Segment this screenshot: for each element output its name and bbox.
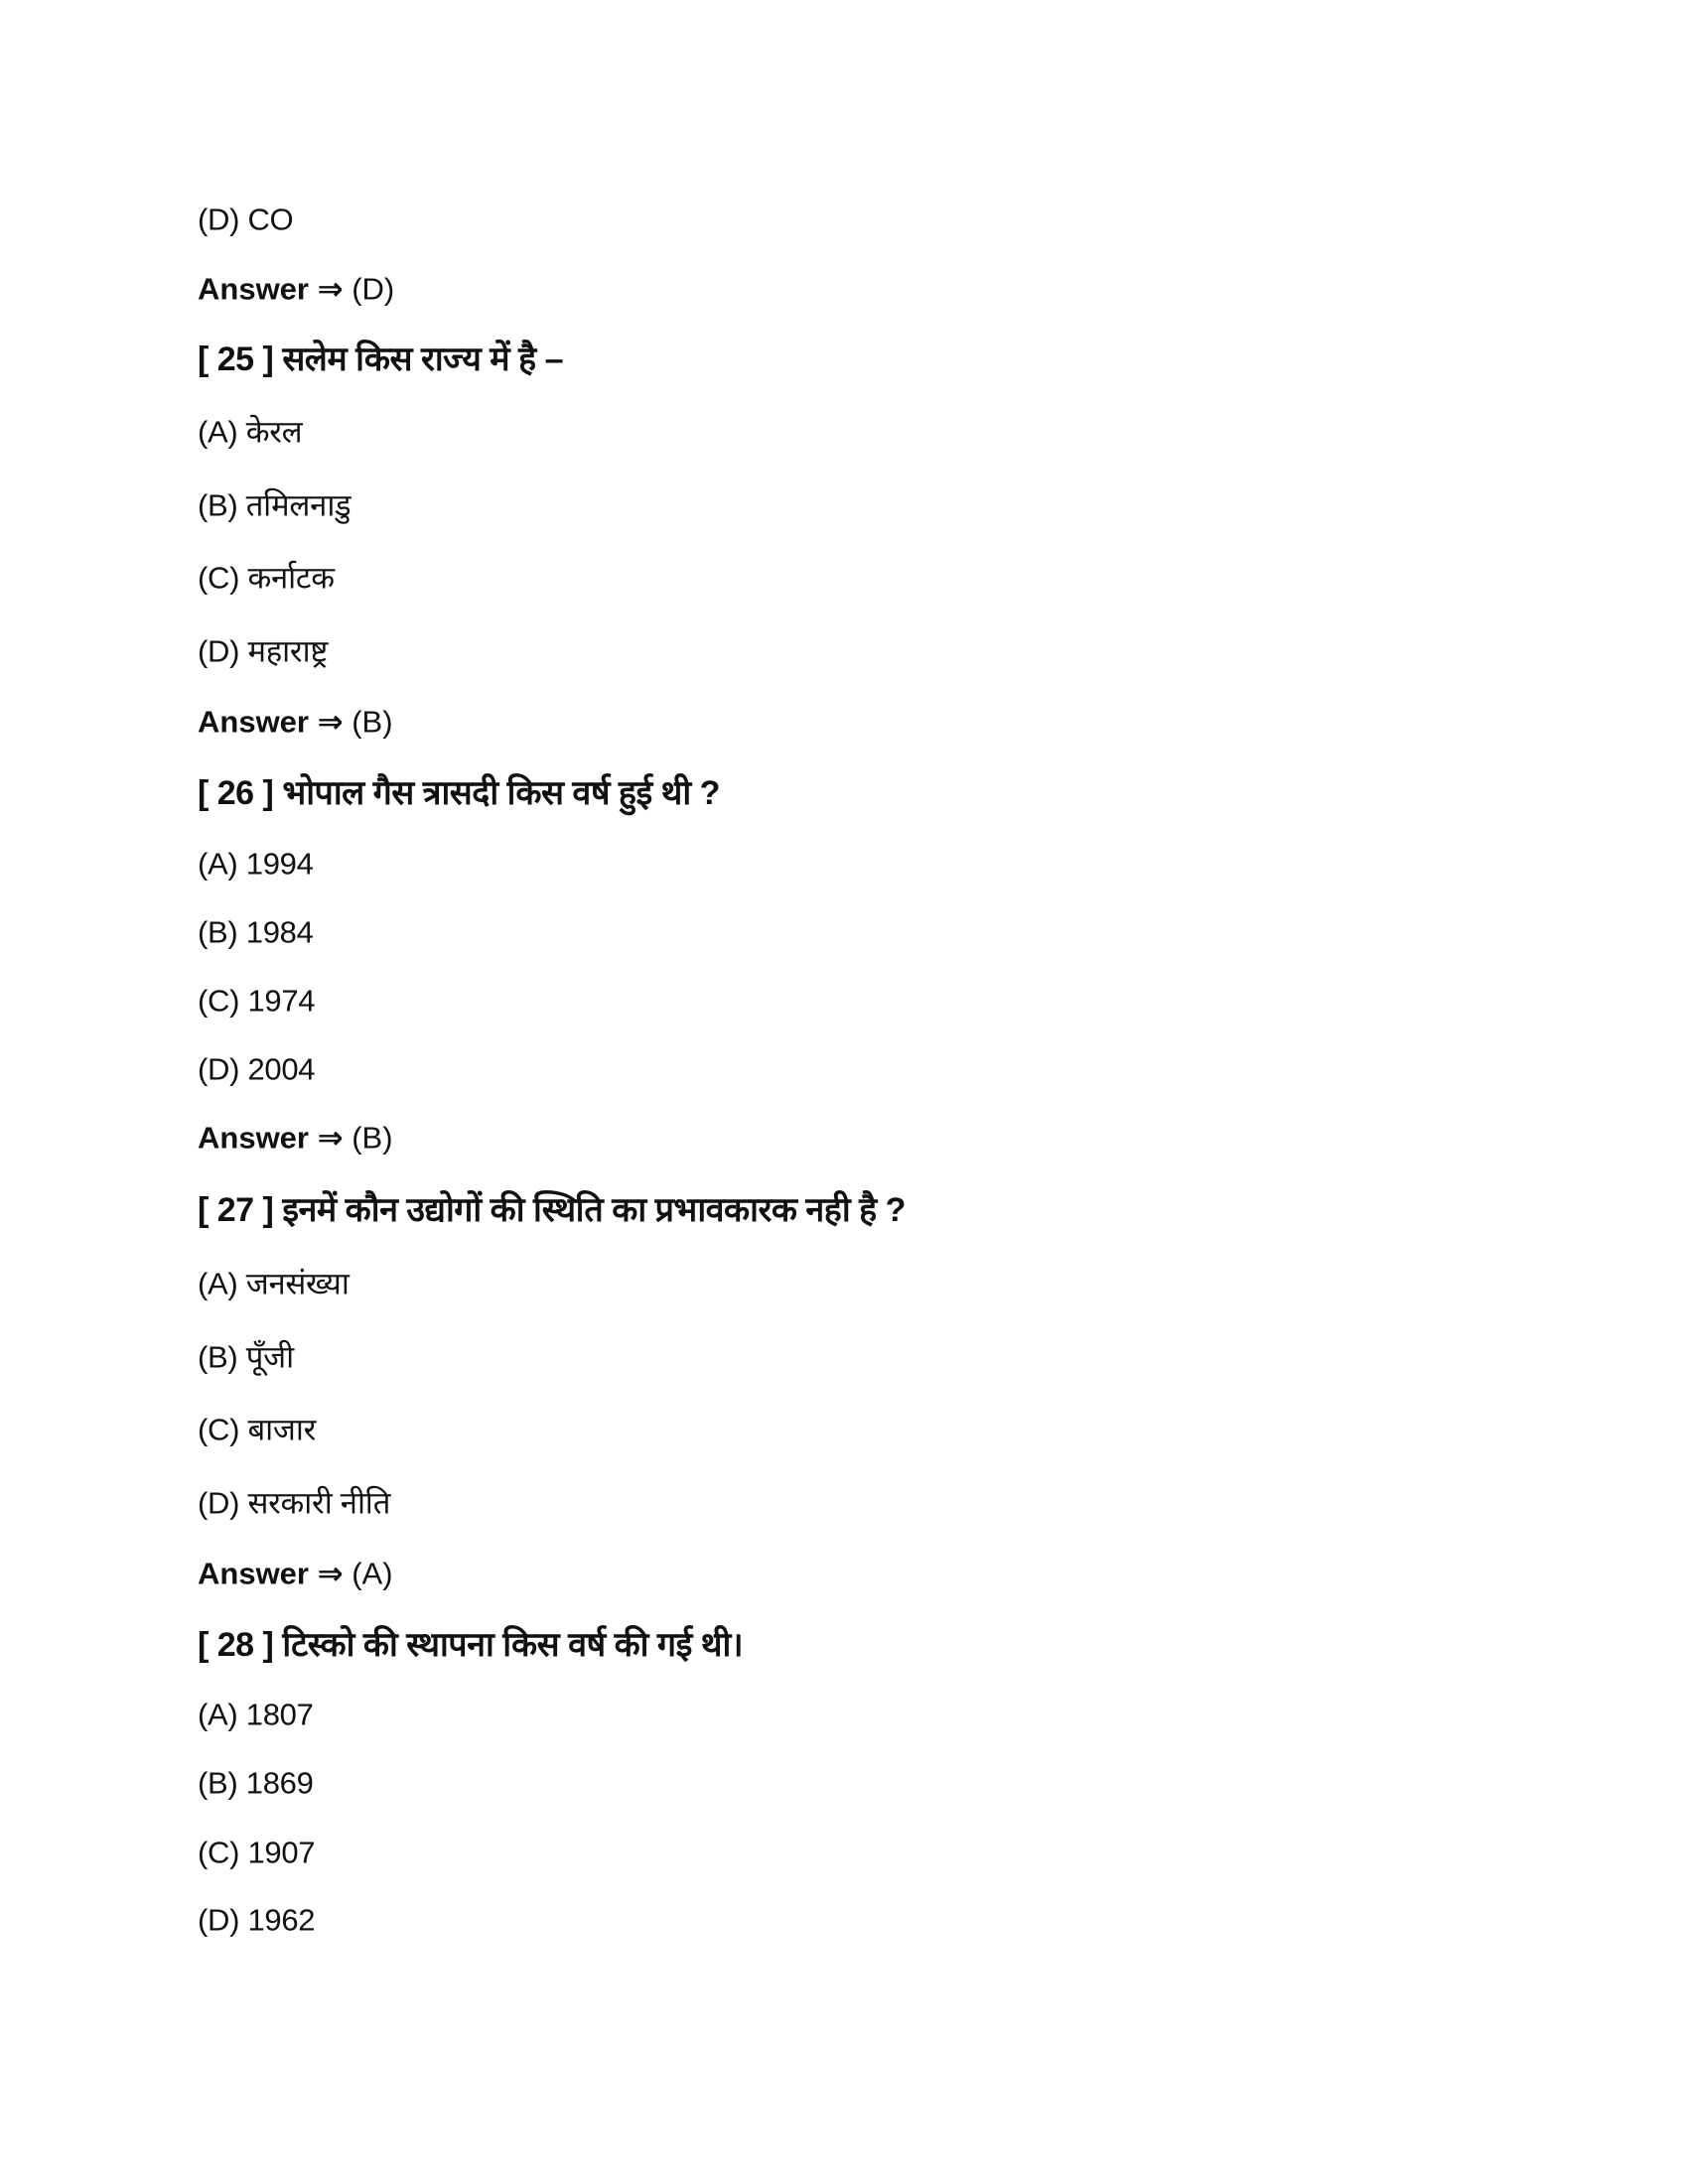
option-label: (A)	[198, 414, 238, 450]
question-number: [ 28 ]	[198, 1626, 274, 1664]
option-label: (B)	[198, 1339, 238, 1375]
question-26-answer	[198, 1120, 393, 1156]
question-25-option-a	[198, 414, 303, 450]
question-28-option-b	[198, 1765, 314, 1801]
answer-line-previous	[198, 271, 395, 307]
option-label: (D)	[198, 1051, 240, 1087]
option-label: (D)	[198, 1485, 240, 1521]
answer-arrow-icon: ⇒	[317, 704, 344, 740]
option-label: (C)	[198, 1412, 240, 1447]
option-text: CO	[247, 202, 294, 237]
option-label: (C)	[198, 1835, 240, 1870]
question-28-heading	[198, 1628, 743, 1662]
answer-arrow-icon: ⇒	[317, 1556, 344, 1591]
option-text: सरकारी नीति	[247, 1485, 391, 1521]
option-label: (D)	[198, 202, 240, 237]
option-label: (A)	[198, 1266, 238, 1301]
question-26-option-d	[198, 1051, 316, 1087]
option-text: 1807	[245, 1697, 314, 1732]
option-text: कर्नाटक	[247, 560, 335, 596]
option-d-previous	[198, 202, 294, 237]
question-27-option-b	[198, 1339, 294, 1375]
question-number: [ 26 ]	[198, 774, 274, 812]
question-27-answer	[198, 1556, 393, 1591]
question-26-option-b	[198, 914, 314, 950]
question-26-heading	[198, 776, 720, 810]
option-label: (B)	[198, 914, 238, 950]
option-label: (C)	[198, 560, 240, 596]
answer-value: (A)	[352, 1556, 393, 1591]
question-25-answer	[198, 704, 393, 740]
question-text: टिस्को की स्थापना किस वर्ष की गई थी।	[282, 1626, 744, 1664]
option-text: तमिलनाडु	[245, 487, 352, 523]
question-text: इनमें कौन उद्योगों की स्थिति का प्रभावकारक नही है ?	[282, 1191, 906, 1229]
option-text: 1984	[245, 914, 314, 950]
question-25-option-d	[198, 633, 329, 669]
answer-arrow-icon: ⇒	[317, 271, 344, 307]
option-text: पूँजी	[245, 1339, 294, 1375]
option-text: 2004	[247, 1051, 316, 1087]
question-text: भोपाल गैस त्रासदी किस वर्ष हुई थी ?	[282, 774, 720, 812]
question-number: [ 27 ]	[198, 1191, 274, 1229]
option-label: (A)	[198, 1697, 238, 1732]
question-27-option-c	[198, 1412, 317, 1447]
answer-value: (B)	[352, 1120, 393, 1156]
option-label: (A)	[198, 846, 238, 882]
option-text: 1974	[247, 983, 316, 1019]
option-text: बाजार	[247, 1412, 317, 1447]
option-label: (D)	[198, 1902, 240, 1938]
question-26-option-a	[198, 846, 314, 882]
option-text: महाराष्ट्र	[247, 633, 329, 669]
answer-label: Answer	[198, 704, 309, 740]
option-text: जनसंख्या	[245, 1266, 350, 1301]
answer-label: Answer	[198, 271, 309, 307]
option-text: 1907	[247, 1835, 316, 1870]
option-text: 1994	[245, 846, 314, 882]
question-27-heading	[198, 1193, 906, 1227]
option-label: (B)	[198, 487, 238, 523]
question-25-heading	[198, 342, 563, 376]
question-text: सलेम किस राज्य में है –	[282, 341, 563, 378]
answer-value: (D)	[352, 271, 395, 307]
question-25-option-b	[198, 487, 352, 523]
question-28-option-a	[198, 1697, 314, 1732]
question-26-option-c	[198, 983, 316, 1019]
answer-arrow-icon: ⇒	[317, 1120, 344, 1156]
option-label: (B)	[198, 1765, 238, 1801]
answer-label: Answer	[198, 1556, 309, 1591]
question-27-option-a	[198, 1266, 350, 1301]
question-27-option-d	[198, 1485, 391, 1521]
question-number: [ 25 ]	[198, 341, 274, 378]
question-28-option-d	[198, 1902, 316, 1938]
question-25-option-c	[198, 560, 335, 596]
answer-value: (B)	[352, 704, 393, 740]
option-label: (C)	[198, 983, 240, 1019]
option-text: केरल	[245, 414, 303, 450]
option-text: 1869	[245, 1765, 314, 1801]
answer-label: Answer	[198, 1120, 309, 1156]
question-28-option-c	[198, 1835, 316, 1870]
option-label: (D)	[198, 633, 240, 669]
option-text: 1962	[247, 1902, 316, 1938]
